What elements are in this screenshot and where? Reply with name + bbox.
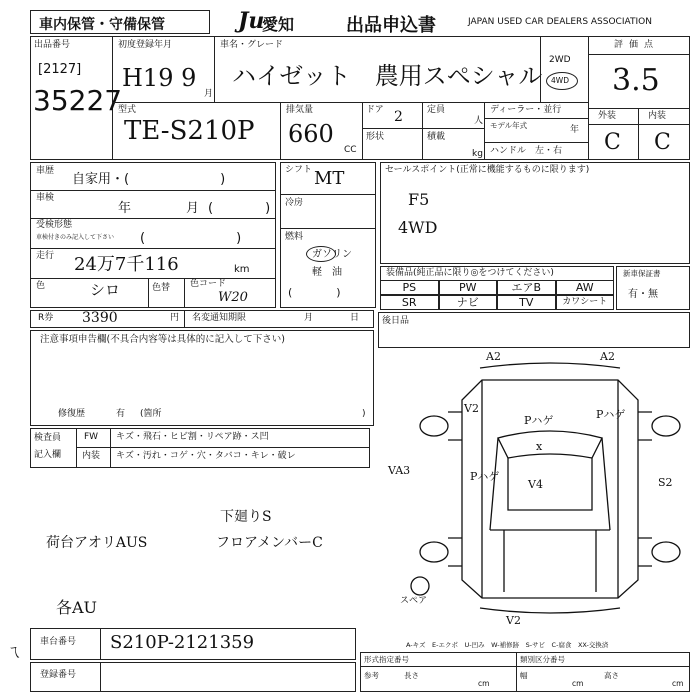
repair-close: ) (362, 409, 366, 419)
interior-label: 内装 (648, 111, 667, 121)
damage-mark-2: A2 (600, 350, 615, 363)
remark-undercarriage: 下廻りS (220, 509, 272, 525)
height-unit: cm (672, 679, 684, 688)
front-bumper (480, 363, 620, 368)
inspector-label-2: 記入欄 (34, 450, 62, 460)
exterior-value: C (604, 130, 621, 155)
equipment-item-8: カワシート (556, 295, 615, 310)
damage-mark-10: S2 (658, 476, 673, 489)
receipt-paren: ( ) (140, 231, 242, 246)
warranty-value: 有・無 (628, 289, 658, 300)
history-label: 車歴 (36, 166, 55, 176)
fuel-diesel: 軽 油 (312, 267, 342, 278)
form-title: 出品申込書 (346, 15, 436, 36)
inspector-row2-tag: 内装 (82, 451, 101, 461)
registration-value: H19 9 (122, 64, 197, 92)
car-damage-diagram (388, 340, 700, 640)
mileage-label: 走行 (36, 251, 55, 261)
doors-value: 2 (394, 109, 403, 125)
model-value: TE-S210P (124, 116, 255, 146)
damage-mark-1: A2 (486, 350, 501, 363)
registration-number-frame (30, 662, 356, 692)
length-unit: cm (478, 679, 490, 688)
selling-points-label: セールスポイント(正常に機能するものに限ります) (385, 165, 590, 175)
ref-label: 参考 (364, 671, 379, 680)
name-change-day: 日 (350, 313, 360, 323)
model-year-label: モデル年式 (490, 121, 528, 130)
registration-label: 初度登録年月 (118, 40, 173, 50)
model-label: 型式 (118, 105, 137, 115)
fuel-label: 燃料 (285, 232, 304, 242)
storage-badge-text: 車内保管・守備保管 (39, 17, 165, 33)
inspection-label: 車検 (36, 193, 55, 203)
color-change-label: 色替 (152, 283, 171, 293)
dealer-label: ディーラー・並行 (490, 105, 562, 115)
selling-point-2: 4WD (398, 218, 438, 237)
equipment-item-3: エアB (497, 280, 556, 295)
name-change-month: 月 (304, 313, 314, 323)
equipment-item-2: PW (439, 280, 498, 295)
rear-bumper (480, 608, 620, 613)
exterior-label: 外装 (598, 111, 617, 121)
shift-label: シフト (285, 165, 313, 175)
shape-label: 形状 (366, 132, 385, 142)
chassis-label: 車台番号 (40, 637, 77, 647)
receipt-label: 受検形態 (36, 220, 73, 230)
car-name-value: ハイゼット 農用スペシャル (232, 62, 543, 90)
displacement-label: 排気量 (286, 105, 314, 115)
association-name: JAPAN USED CAR DEALERS ASSOCIATION (468, 17, 652, 27)
color-value: シロ (90, 281, 121, 299)
spare-label: スペア (400, 596, 428, 606)
equipment-item-4: AW (556, 280, 615, 295)
car-name-label: 車名・グレード (220, 40, 284, 50)
notes-label: 注意事項申告欄(不具合内容等は具体的に記入して下さい) (40, 334, 285, 345)
damage-mark-7: Pハゲ (470, 470, 500, 483)
cargo-bed (504, 530, 596, 592)
doors-label: ドア (366, 105, 384, 115)
remark-all: 各AU (56, 598, 98, 617)
capacity-unit: 人 (474, 116, 484, 126)
rating-score: 3.5 (612, 63, 660, 98)
year-unit: 年 (570, 125, 580, 135)
drive-label: 2WD (549, 55, 571, 65)
inspection-paren: ( ) (208, 201, 271, 216)
inspection-year: 年 (118, 201, 132, 216)
fuel-other: ( ) (288, 286, 341, 299)
drive-value: 4WD (551, 76, 569, 85)
wheel-rear-right (652, 542, 680, 562)
damage-mark-11: V2 (506, 614, 521, 627)
displacement-value: 660 (288, 120, 334, 148)
spare-wheel (411, 577, 429, 595)
width-unit: cm (572, 679, 584, 688)
lot-label: 出品番号 (34, 40, 71, 50)
recycle-label: R券 (38, 313, 54, 323)
damage-legend: A-キズ E-エクボ U-凹み W-補修跡 S-サビ C-腐食 XX-交換済 (406, 641, 609, 649)
history-value: 自家用・( ) (72, 172, 226, 187)
lot-number: 35227 (33, 84, 123, 117)
ac-label: 冷房 (285, 198, 304, 208)
logo-region-text: 愛知 (262, 15, 295, 34)
receipt-note: 車検付きのみ記入して下さい (36, 234, 115, 241)
warranty-label: 新車保証書 (623, 269, 661, 278)
wheel-front-right (652, 416, 680, 436)
damage-mark-3: V2 (464, 402, 479, 415)
equipment-item-6: ナビ (439, 295, 498, 310)
equipment-item-1: PS (380, 280, 439, 295)
chassis-value: S210P-2121359 (110, 632, 255, 653)
rear-items-label: 後日品 (382, 316, 410, 326)
damage-mark-5: Pハゲ (596, 408, 626, 421)
side-mark: ㄟ (6, 642, 23, 661)
equipment-grid (380, 280, 614, 310)
recycle-unit: 円 (170, 313, 180, 323)
inspector-row1-tag: FW (84, 432, 99, 442)
damage-mark-6: x (536, 440, 543, 453)
registration-number-label: 登録番号 (40, 670, 77, 680)
wheel-rear-left (420, 542, 448, 562)
color-code-label: 色コード (190, 279, 227, 289)
name-change-label: 名変通知期限 (192, 313, 247, 323)
storage-badge (30, 10, 210, 34)
load-label: 積載 (427, 132, 446, 142)
registration-month-unit: 月 (204, 89, 214, 99)
windshield (498, 431, 602, 458)
type-spec-label: 形式指定番号 (364, 655, 409, 664)
selling-points-frame (380, 162, 690, 264)
mileage-value: 24万7千116 (74, 254, 179, 275)
interior-value: C (654, 130, 671, 155)
height-label: 高さ (604, 671, 619, 680)
association-logo: Ju (238, 8, 265, 34)
damage-mark-8: V4 (528, 478, 543, 491)
fuel-gasoline: ガソリン (312, 249, 352, 260)
mileage-unit: km (234, 264, 250, 275)
rating-label: 評価点 (614, 40, 660, 50)
color-label: 色 (36, 281, 46, 291)
repair-place: (箇所 (140, 409, 162, 419)
damage-mark-9: VA3 (388, 464, 411, 477)
repair-label: 修復歴 (58, 409, 86, 419)
lot-sub-number: [2127] (38, 62, 82, 77)
equipment-item-7: TV (497, 295, 556, 310)
displacement-unit: CC (344, 145, 357, 155)
length-label: 長さ (404, 671, 419, 680)
inspector-label-1: 検査員 (34, 433, 62, 443)
width-label: 幅 (520, 671, 528, 680)
shift-value: MT (314, 168, 345, 189)
color-code-value: W20 (218, 290, 248, 305)
handle-label: ハンドル 左・右 (490, 146, 563, 156)
inspector-row1-text: キズ・飛石・ヒビ割・リペア跡・ス凹 (116, 432, 269, 442)
selling-point-1: F5 (408, 190, 430, 209)
wheel-front-left (420, 416, 448, 436)
capacity-label: 定員 (427, 105, 446, 115)
remark-cargo: 荷台アオリAUS (46, 535, 148, 551)
load-unit: kg (472, 149, 483, 159)
repair-value: 有 (116, 409, 126, 419)
equipment-item-5: SR (380, 295, 439, 310)
equipment-label: 装備品(純正品に限り◎をつけてください) (386, 268, 554, 278)
damage-mark-4: Pハゲ (524, 414, 554, 427)
class-spec-label: 類別区分番号 (520, 655, 565, 664)
remark-floor: フロアメンバーC (216, 535, 323, 551)
inspector-row2-text: キズ・汚れ・コゲ・穴・タバコ・キレ・破レ (116, 451, 296, 461)
recycle-value: 3390 (82, 310, 118, 326)
inspection-month: 月 (186, 201, 200, 216)
